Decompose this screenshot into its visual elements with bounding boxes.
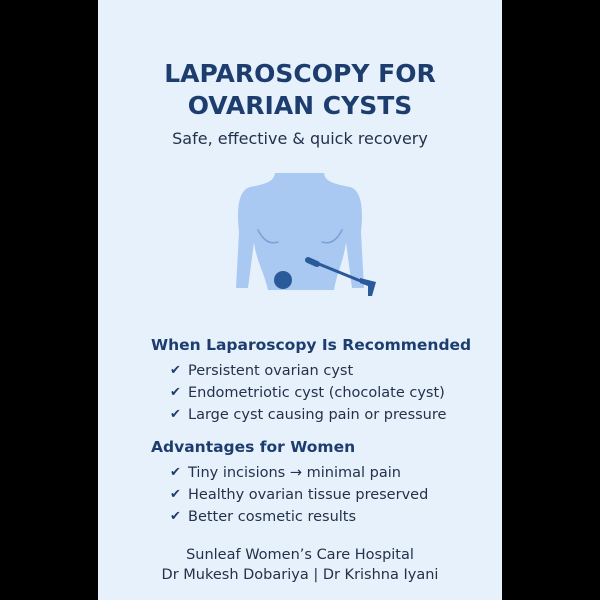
checkmark-icon: ✔: [170, 385, 181, 400]
checkmark-icon: ✔: [170, 407, 181, 422]
doctor-names: Dr Mukesh Dobariya | Dr Krishna Iyani: [161, 567, 439, 583]
list-item: [170, 506, 428, 528]
list-item: [170, 404, 446, 426]
recommended-list: [170, 360, 446, 426]
advantages-list: [170, 462, 428, 528]
list-item-text: Better cosmetic results: [188, 509, 357, 525]
checkmark-icon: ✔: [170, 509, 181, 524]
poster: [98, 0, 502, 600]
subtitle: Safe, effective & quick recovery: [172, 129, 428, 148]
recommended-heading: When Laparoscopy Is Recommended: [151, 336, 472, 354]
checkmark-icon: ✔: [170, 363, 181, 378]
list-item-text: Tiny incisions → minimal pain: [188, 465, 401, 481]
list-item: [170, 360, 446, 382]
list-item: [170, 462, 428, 484]
ovarian-cyst-icon: [274, 271, 292, 289]
list-item-text: Endometriotic cyst (chocolate cyst): [188, 385, 445, 401]
title-line-1: LAPAROSCOPY FOR: [164, 59, 436, 88]
title-line-2: OVARIAN CYSTS: [187, 91, 413, 120]
list-item: [170, 382, 446, 404]
checkmark-icon: ✔: [170, 487, 181, 502]
list-item: [170, 484, 428, 506]
list-item-text: Large cyst causing pain or pressure: [188, 407, 447, 423]
advantages-heading: Advantages for Women: [151, 438, 356, 456]
list-item-text: Healthy ovarian tissue preserved: [188, 487, 429, 503]
torso-silhouette-icon: [236, 173, 364, 290]
illustration: [98, 170, 502, 320]
hospital-name: Sunleaf Women’s Care Hospital: [186, 547, 414, 563]
checkmark-icon: ✔: [170, 465, 181, 480]
list-item-text: Persistent ovarian cyst: [188, 363, 354, 379]
